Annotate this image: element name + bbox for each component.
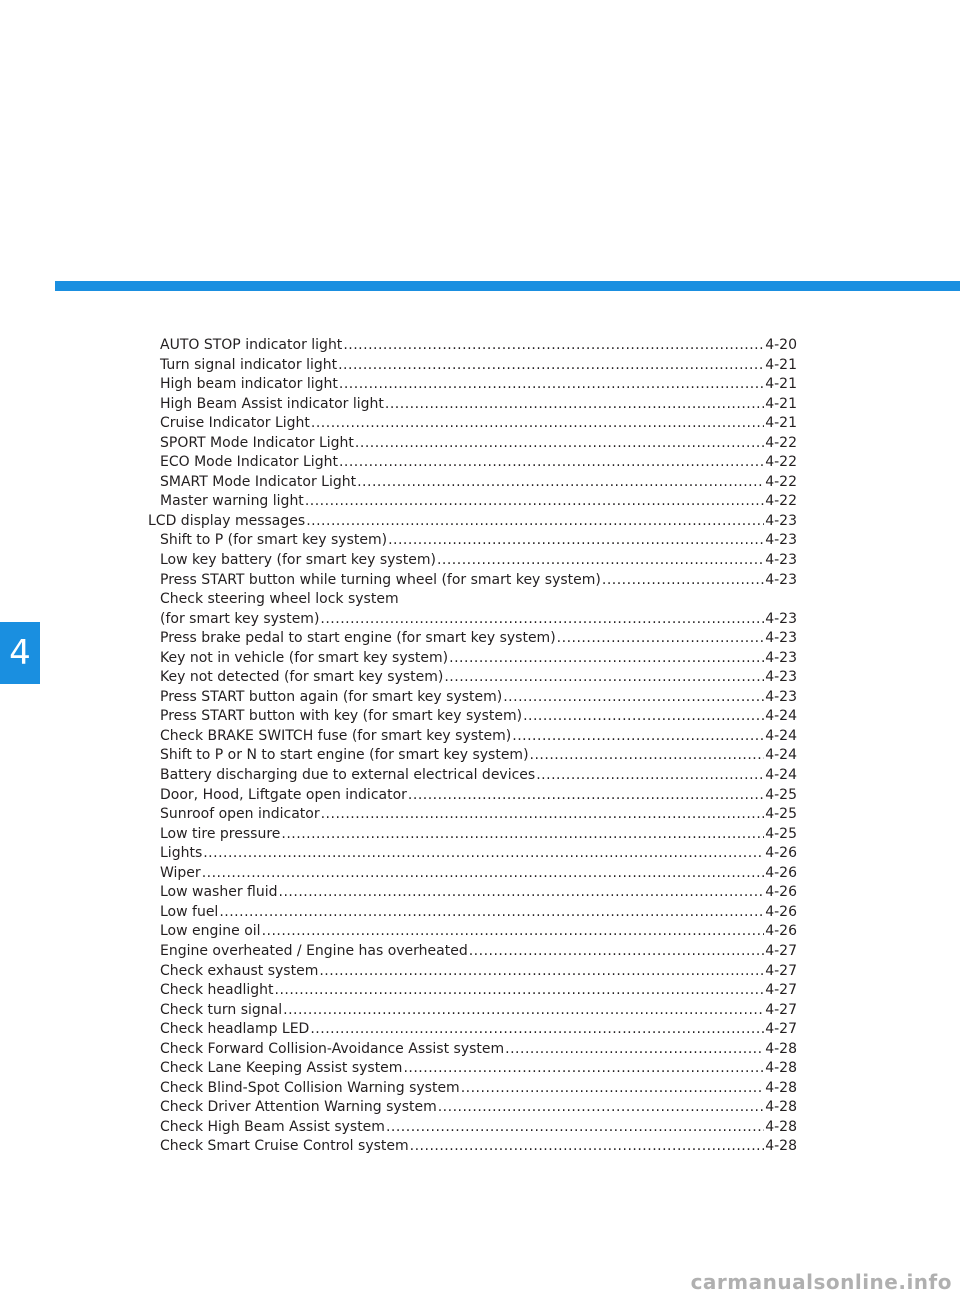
toc-entry-title: Check headlamp LED	[160, 1021, 310, 1038]
dot-leader	[438, 1098, 764, 1118]
toc-entry-title: SMART Mode Indicator Light	[160, 473, 357, 490]
toc-entry-title: Door, Hood, Liftgate open indicator	[160, 786, 407, 803]
dot-leader	[530, 746, 765, 766]
toc-entry-page: 4-22	[765, 493, 797, 510]
toc-entry-page: 4-23	[765, 669, 797, 686]
toc-entry-title: AUTO STOP indicator light	[160, 337, 343, 353]
dot-leader	[319, 962, 764, 982]
dot-leader	[203, 844, 764, 864]
toc-entry-page: 4-22	[765, 454, 797, 471]
table-of-contents	[148, 336, 797, 1157]
toc-entry[interactable]	[148, 844, 797, 864]
dot-leader	[279, 883, 765, 903]
toc-entry[interactable]	[148, 883, 797, 903]
toc-entry-title: Key not in vehicle (for smart key system)	[160, 649, 449, 666]
toc-entry[interactable]	[148, 375, 797, 395]
toc-entry-page: 4-27	[765, 942, 797, 959]
toc-entry-page: 4-25	[765, 825, 797, 842]
toc-entry[interactable]	[148, 864, 797, 884]
toc-entry[interactable]	[148, 727, 797, 747]
toc-entry[interactable]	[148, 551, 797, 571]
toc-entry[interactable]	[148, 1079, 797, 1099]
toc-entry[interactable]	[148, 531, 797, 551]
toc-entry-title: High beam indicator light	[160, 376, 338, 393]
toc-entry-page: 4-23	[765, 512, 797, 529]
watermark: carmanualsonline.info	[690, 1270, 952, 1294]
toc-entry[interactable]	[148, 786, 797, 806]
toc-entry-title: Check Lane Keeping Assist system	[160, 1060, 403, 1077]
toc-entry-page: 4-21	[765, 395, 797, 412]
toc-entry[interactable]	[148, 336, 797, 356]
toc-entry-title: Check steering wheel lock system	[160, 591, 399, 608]
toc-entry-page: 4-23	[765, 610, 797, 627]
dot-leader	[343, 336, 764, 356]
dot-leader	[557, 629, 765, 649]
dot-leader	[202, 864, 765, 884]
toc-entry-title: Lights	[160, 845, 203, 862]
toc-entry-title: Low key battery (for smart key system)	[160, 552, 436, 569]
toc-entry-title: (for smart key system)	[160, 610, 320, 627]
toc-entry-title: Low fuel	[160, 903, 219, 920]
toc-entry[interactable]	[148, 1059, 797, 1079]
dot-leader	[283, 1001, 764, 1021]
dot-leader	[219, 903, 764, 923]
dot-leader	[281, 825, 764, 845]
toc-entry-page: 4-25	[765, 786, 797, 803]
dot-leader	[320, 610, 764, 630]
toc-entry-title: Press START button while turning wheel (for smart key system)	[160, 571, 601, 588]
chapter-tab	[0, 622, 40, 684]
toc-entry-title: SPORT Mode Indicator Light	[160, 434, 354, 451]
toc-entry[interactable]	[148, 395, 797, 415]
toc-entry[interactable]	[148, 1118, 797, 1138]
toc-entry-page: 4-26	[765, 864, 797, 881]
toc-section-entry[interactable]	[148, 512, 797, 532]
toc-entry[interactable]	[148, 571, 797, 591]
toc-entry-title: Cruise Indicator Light	[160, 415, 310, 432]
toc-entry[interactable]	[148, 1020, 797, 1040]
toc-entry[interactable]	[148, 492, 797, 512]
dot-leader	[602, 571, 764, 591]
toc-entry[interactable]	[148, 1098, 797, 1118]
toc-entry[interactable]	[148, 356, 797, 376]
toc-entry[interactable]	[148, 922, 797, 942]
toc-entry-title: High Beam Assist indicator light	[160, 395, 384, 412]
dot-leader	[355, 434, 764, 454]
toc-entry-title: LCD display messages	[148, 512, 306, 529]
toc-entry-page: 4-23	[765, 630, 797, 647]
toc-entry-page: 4-28	[765, 1040, 797, 1057]
toc-entry-page: 4-27	[765, 1021, 797, 1038]
toc-entry-title: Key not detected (for smart key system)	[160, 669, 444, 686]
toc-entry-title: Check Driver Attention Warning system	[160, 1099, 437, 1116]
toc-entry-page: 4-28	[765, 1138, 797, 1155]
dot-leader	[321, 805, 765, 825]
dot-leader	[357, 473, 764, 493]
toc-entry-page: 4-24	[765, 708, 797, 725]
toc-entry-page: 4-23	[765, 571, 797, 588]
toc-entry-title: Press START button again (for smart key system)	[160, 688, 503, 705]
dot-leader	[437, 551, 764, 571]
toc-entry[interactable]	[148, 629, 797, 649]
toc-entry-title: Check exhaust system	[160, 962, 319, 979]
toc-entry-title: Low engine oil	[160, 923, 261, 940]
toc-entry[interactable]	[148, 766, 797, 786]
toc-entry-page: 4-27	[765, 1001, 797, 1018]
dot-leader	[505, 1040, 764, 1060]
dot-leader	[311, 414, 764, 434]
toc-entry-page: 4-28	[765, 1079, 797, 1096]
toc-entry-title: Press START button with key (for smart key system)	[160, 708, 523, 725]
toc-entry[interactable]	[148, 1040, 797, 1060]
toc-entry-title: Check turn signal	[160, 1001, 283, 1018]
toc-entry[interactable]	[148, 688, 797, 708]
toc-entry-page: 4-23	[765, 532, 797, 549]
toc-entry-title: Press brake pedal to start engine (for smart key system)	[160, 630, 556, 647]
toc-entry-title: Check Forward Collision-Avoidance Assist system	[160, 1040, 505, 1057]
toc-entry-page: 4-26	[765, 884, 797, 901]
toc-entry-page: 4-23	[765, 552, 797, 569]
dot-leader	[306, 512, 764, 532]
toc-entry[interactable]	[148, 1137, 797, 1157]
toc-entry[interactable]	[148, 942, 797, 962]
toc-entry-title: ECO Mode Indicator Light	[160, 454, 338, 471]
toc-entry-page: 4-27	[765, 962, 797, 979]
toc-entry-title: Shift to P or N to start engine (for smart key system)	[160, 747, 529, 764]
toc-entry[interactable]	[148, 453, 797, 473]
dot-leader	[262, 922, 765, 942]
dot-leader	[408, 786, 764, 806]
dot-leader	[503, 688, 764, 708]
toc-entry[interactable]	[148, 746, 797, 766]
toc-entry-page: 4-24	[765, 747, 797, 764]
toc-entry[interactable]	[148, 649, 797, 669]
dot-leader	[536, 766, 764, 786]
toc-entry-page: 4-26	[765, 923, 797, 940]
dot-leader	[469, 942, 764, 962]
toc-entry[interactable]	[148, 707, 797, 727]
toc-entry-title: Engine overheated / Engine has overheated	[160, 942, 468, 959]
dot-leader	[338, 356, 764, 376]
toc-entry-title: Check Smart Cruise Control system	[160, 1138, 409, 1155]
toc-entry-title: Battery discharging due to external electrical devices	[160, 767, 536, 784]
toc-entry[interactable]	[148, 981, 797, 1001]
toc-entry-title: Check headlight	[160, 982, 274, 999]
toc-entry-title: Check BRAKE SWITCH fuse (for smart key system)	[160, 727, 512, 744]
dot-leader	[444, 668, 764, 688]
dot-leader	[388, 531, 764, 551]
dot-leader	[305, 492, 764, 512]
toc-entry[interactable]	[148, 434, 797, 454]
toc-entry-page: 4-21	[765, 376, 797, 393]
chapter-number: 4	[9, 633, 31, 673]
toc-entry-page: 4-28	[765, 1060, 797, 1077]
toc-entry[interactable]	[148, 414, 797, 434]
dot-leader	[339, 453, 764, 473]
toc-entry-title: Low tire pressure	[160, 825, 281, 842]
dot-leader	[410, 1137, 765, 1157]
toc-entry-page: 4-28	[765, 1099, 797, 1116]
toc-entry-page: 4-23	[765, 688, 797, 705]
toc-entry-title: Sunroof open indicator	[160, 806, 320, 823]
dot-leader	[461, 1079, 765, 1099]
dot-leader	[385, 395, 764, 415]
dot-leader	[403, 1059, 764, 1079]
toc-entry-page: 4-26	[765, 845, 797, 862]
dot-leader	[339, 375, 764, 395]
toc-entry-page: 4-22	[765, 473, 797, 490]
toc-entry-page: 4-28	[765, 1118, 797, 1135]
toc-entry[interactable]	[148, 590, 797, 610]
toc-entry-page: 4-25	[765, 806, 797, 823]
toc-entry-title: Check Blind-Spot Collision Warning system	[160, 1079, 460, 1096]
toc-entry[interactable]	[148, 1001, 797, 1021]
toc-entry[interactable]	[148, 668, 797, 688]
toc-entry-page: 4-21	[765, 415, 797, 432]
toc-entry-title: Shift to P (for smart key system)	[160, 532, 388, 549]
toc-entry-page: 4-24	[765, 727, 797, 744]
toc-entry-title: Low washer fluid	[160, 884, 278, 901]
toc-entry[interactable]	[148, 825, 797, 845]
toc-entry-page: 4-23	[765, 649, 797, 666]
toc-entry-page: 4-21	[765, 356, 797, 373]
toc-entry-page: 4-26	[765, 903, 797, 920]
toc-entry-title: Master warning light	[160, 493, 304, 510]
dot-leader	[310, 1020, 764, 1040]
dot-leader	[386, 1118, 764, 1138]
toc-entry[interactable]	[148, 805, 797, 825]
toc-entry-title: Turn signal indicator light	[160, 356, 338, 373]
toc-entry-page: 4-20	[765, 337, 797, 353]
toc-entry[interactable]	[148, 903, 797, 923]
toc-entry-title: Check High Beam Assist system	[160, 1118, 385, 1135]
toc-entry-title: Wiper	[160, 864, 201, 881]
toc-entry-page: 4-24	[765, 767, 797, 784]
dot-leader	[512, 727, 764, 747]
dot-leader	[275, 981, 765, 1001]
dot-leader	[523, 707, 764, 727]
toc-entry[interactable]	[148, 962, 797, 982]
toc-entry-page: 4-27	[765, 982, 797, 999]
toc-entry[interactable]	[148, 610, 797, 630]
toc-entry[interactable]	[148, 473, 797, 493]
chapter-header-rule	[55, 281, 960, 291]
toc-entry-page: 4-22	[765, 434, 797, 451]
dot-leader	[449, 649, 764, 669]
